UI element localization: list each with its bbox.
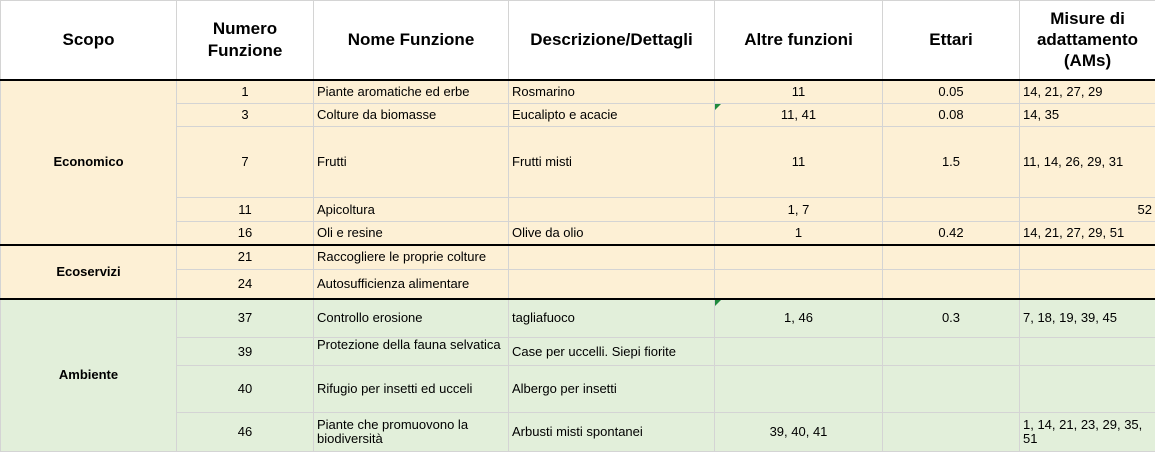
cell-ettari (883, 366, 1020, 413)
cell-ettari (883, 270, 1020, 299)
table-row (1, 80, 1155, 104)
cell-ettari: 0.05 (883, 80, 1020, 104)
group-ambiente: Ambiente (1, 299, 177, 452)
cell-misure (1020, 245, 1155, 270)
table-row (1, 245, 1155, 270)
cell-altre (715, 366, 883, 413)
cell-numero: 21 (177, 245, 314, 270)
header-misure: Misure di adattamento (AMs) (1020, 1, 1155, 80)
cell-descrizione: Arbusti misti spontanei (509, 413, 715, 452)
cell-nome: Protezione della fauna selvatica (314, 338, 509, 366)
cell-misure (1020, 270, 1155, 299)
cell-descrizione: Frutti misti (509, 127, 715, 198)
cell-nome: Controllo erosione (314, 299, 509, 338)
cell-misure: 14, 35 (1020, 104, 1155, 127)
cell-ettari (883, 338, 1020, 366)
cell-altre: 11 (715, 80, 883, 104)
cell-altre (715, 245, 883, 270)
cell-ettari: 1.5 (883, 127, 1020, 198)
cell-numero: 1 (177, 80, 314, 104)
cell-misure (1020, 338, 1155, 366)
cell-numero: 7 (177, 127, 314, 198)
cell-misure: 11, 14, 26, 29, 31 (1020, 127, 1155, 198)
cell-nome: Frutti (314, 127, 509, 198)
cell-misure: 52 (1020, 198, 1155, 222)
cell-misure: 1, 14, 21, 23, 29, 35, 51 (1020, 413, 1155, 452)
cell-altre (715, 338, 883, 366)
cell-descrizione: Olive da olio (509, 222, 715, 245)
cell-altre: 1 (715, 222, 883, 245)
cell-ettari: 0.08 (883, 104, 1020, 127)
cell-nome: Autosufficienza alimentare (314, 270, 509, 299)
cell-numero: 46 (177, 413, 314, 452)
cell-nome: Raccogliere le proprie colture (314, 245, 509, 270)
header-nome-funzione: Nome Funzione (314, 1, 509, 80)
header-numero-funzione: Numero Funzione (177, 1, 314, 80)
cell-ettari (883, 245, 1020, 270)
cell-descrizione (509, 270, 715, 299)
cell-descrizione: tagliafuoco (509, 299, 715, 338)
header-row (1, 1, 1155, 80)
cell-descrizione: Eucalipto e acacie (509, 104, 715, 127)
cell-altre: 11, 41 (715, 104, 883, 127)
group-ecoservizi: Ecoservizi (1, 245, 177, 299)
header-scopo: Scopo (1, 1, 177, 80)
cell-descrizione: Albergo per insetti (509, 366, 715, 413)
cell-numero: 39 (177, 338, 314, 366)
cell-nome: Colture da biomasse (314, 104, 509, 127)
cell-misure: 7, 18, 19, 39, 45 (1020, 299, 1155, 338)
cell-altre: 11 (715, 127, 883, 198)
cell-altre (715, 270, 883, 299)
cell-numero: 16 (177, 222, 314, 245)
cell-ettari: 0.42 (883, 222, 1020, 245)
header-altre-funzioni: Altre funzioni (715, 1, 883, 80)
cell-numero: 37 (177, 299, 314, 338)
cell-nome: Oli e resine (314, 222, 509, 245)
cell-nome: Rifugio per insetti ed ucceli (314, 366, 509, 413)
cell-nome: Piante che promuovono la biodiversità (314, 413, 509, 452)
group-economico: Economico (1, 80, 177, 245)
cell-numero: 3 (177, 104, 314, 127)
cell-descrizione: Case per uccelli. Siepi fiorite (509, 338, 715, 366)
cell-misure: 14, 21, 27, 29, 51 (1020, 222, 1155, 245)
cell-nome: Piante aromatiche ed erbe (314, 80, 509, 104)
cell-descrizione (509, 245, 715, 270)
cell-numero: 40 (177, 366, 314, 413)
cell-altre: 1, 46 (715, 299, 883, 338)
cell-descrizione: Rosmarino (509, 80, 715, 104)
cell-numero: 11 (177, 198, 314, 222)
cell-ettari (883, 413, 1020, 452)
cell-misure: 14, 21, 27, 29 (1020, 80, 1155, 104)
cell-ettari: 0.3 (883, 299, 1020, 338)
header-descrizione: Descrizione/Dettagli (509, 1, 715, 80)
table-row (1, 299, 1155, 338)
cell-altre: 39, 40, 41 (715, 413, 883, 452)
cell-misure (1020, 366, 1155, 413)
cell-ettari (883, 198, 1020, 222)
cell-descrizione (509, 198, 715, 222)
cell-altre: 1, 7 (715, 198, 883, 222)
header-ettari: Ettari (883, 1, 1020, 80)
cell-nome: Apicoltura (314, 198, 509, 222)
cell-numero: 24 (177, 270, 314, 299)
